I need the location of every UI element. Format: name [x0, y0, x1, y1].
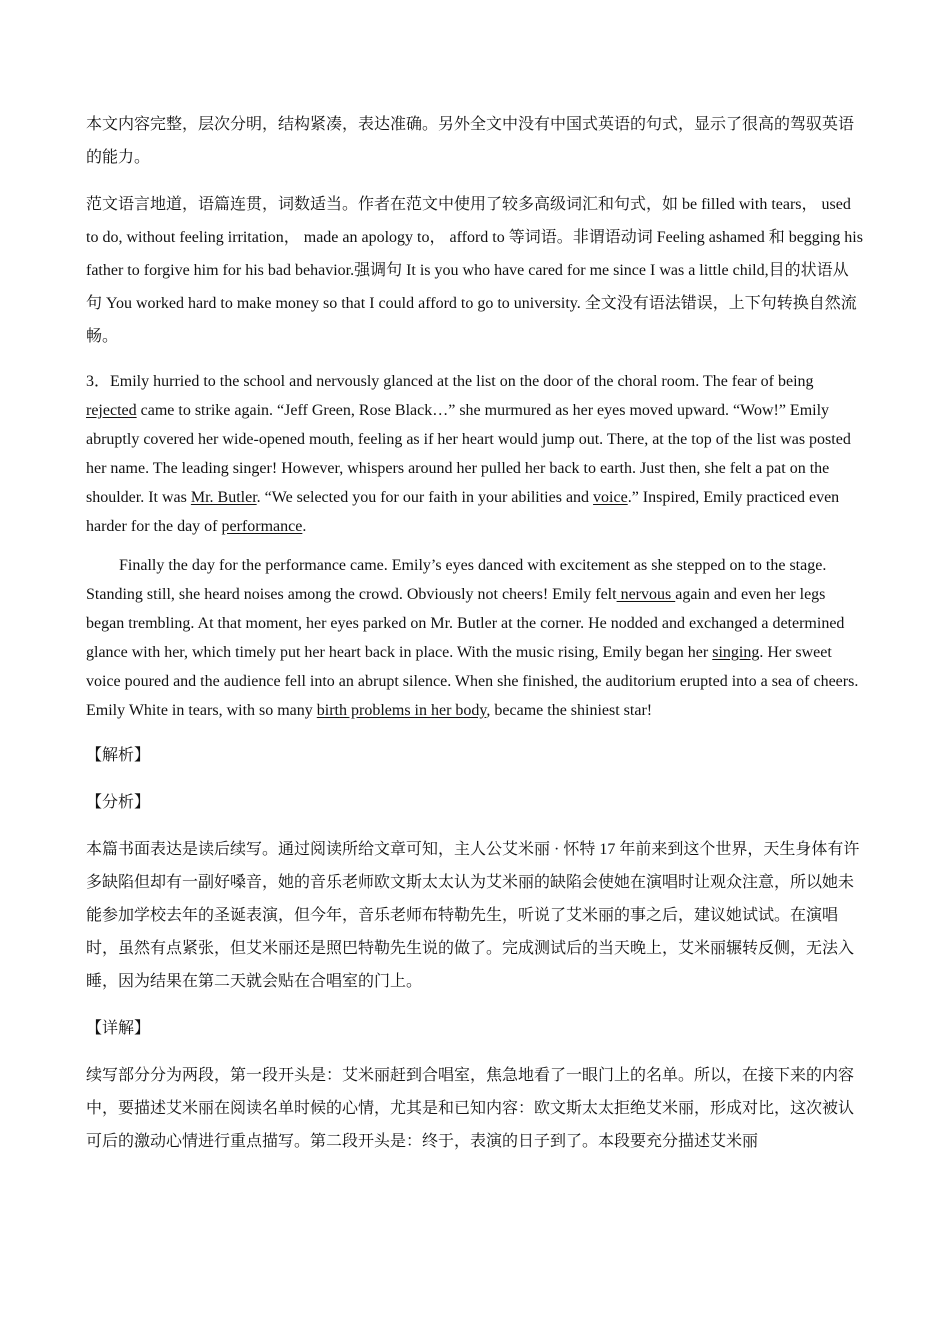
comment-paragraph-2: 范文语言地道，语篇连贯，词数适当。作者在范文中使用了较多高级词汇和句式，如 be filled with tears， used to do, without feeling irritation， made an apology to， afford to 等词语。非谓语动词 Feeling ashamed 和 begging his father to forgive him for his bad behavior.强调句 It is you who have cared for me since I was a little child,目的状语从句 You worked hard to make money so that I could afford to go to university. 全文没有语法错误，上下句转换自然流畅。	[86, 196, 863, 345]
section-tag-fenxi: 【分析】	[86, 794, 151, 811]
underlined-word: nervous	[616, 586, 676, 603]
underlined-word: Mr. Butler	[190, 489, 257, 506]
underlined-word: performance	[221, 518, 303, 535]
underlined-word: rejected	[86, 402, 137, 419]
comment-paragraph-1: 本文内容完整，层次分明，结构紧凑，表达准确。另外全文中没有中国式英语的句式，显示了很高的驾驭英语的能力。	[86, 116, 855, 166]
analysis-paragraph: 本篇书面表达是读后续写。通过阅读所给文章可知，主人公艾米丽 · 怀特 17 年前来到这个世界，天生身体有许多缺陷但却有一副好嗓音，她的音乐老师欧文斯太太认为艾米丽的缺陷会使她在演唱时让观众注意，所以她未能参加学校去年的圣诞表演，但今年，音乐老师布特勒先生，听说了艾米丽的事之后，建议她试试。在演唱时，虽然有点紧张，但艾米丽还是照巴特勒先生说的做了。完成测试后的当天晚上，艾米丽辗转反侧，无法入睡，因为结果在第二天就会贴在合唱室的门上。	[86, 841, 860, 990]
question-3-paragraph-2: Finally the day for the performance came. Emily’s eyes danced with excitement as she stepped on to the stage. Standing still, she heard noises among the crowd. Obviously not cheers! Emily felt nervous again and even her legs began trembling. At that moment, her eyes parked on Mr. Butler at the corner. He nodded and exchanged a determined glance with her, which timely put her heart back in place. With the music rising, Emily began her singing. Her sweet voice poured and the audience fell into an abrupt silence. When she finished, the auditorium erupted into a sea of cheers. Emily White in tears, with so many birth problems in her body, became the shiniest star!	[86, 557, 859, 719]
question-3-paragraph-1: 3．Emily hurried to the school and nervously glanced at the list on the door of the choral room. The fear of being rejected came to strike again. “Jeff Green, Rose Black…” she murmured as her eyes moved upward. “Wow!” Emily abruptly covered her wide-opened mouth, feeling as if her heart would jump out. There, at the top of the list was posted her name. The leading singer! However, whispers around her pulled her back to earth. Just then, she felt a pat on the shoulder. It was Mr. Butler. “We selected you for our faith in your abilities and voice.” Inspired, Emily practiced even harder for the day of performance.	[86, 373, 851, 535]
document-page	[86, 108, 864, 1158]
detail-paragraph: 续写部分分为两段，第一段开头是：艾米丽赶到合唱室，焦急地看了一眼门上的名单。所以，在接下来的内容中，要描述艾米丽在阅读名单时候的心情，尤其是和已知内容：欧文斯太太拒绝艾米丽，形成对比，这次被认可后的激动心情进行重点描写。第二段开头是：终于，表演的日子到了。本段要充分描述艾米丽	[86, 1067, 855, 1150]
question-number: 3．	[86, 373, 111, 390]
underlined-word: birth problems in her body	[316, 702, 487, 719]
underlined-word: voice	[593, 489, 628, 506]
section-tag-xiangjie: 【详解】	[86, 1020, 151, 1037]
underlined-word: singing	[712, 644, 760, 661]
section-tag-jiexi: 【解析】	[86, 747, 151, 764]
